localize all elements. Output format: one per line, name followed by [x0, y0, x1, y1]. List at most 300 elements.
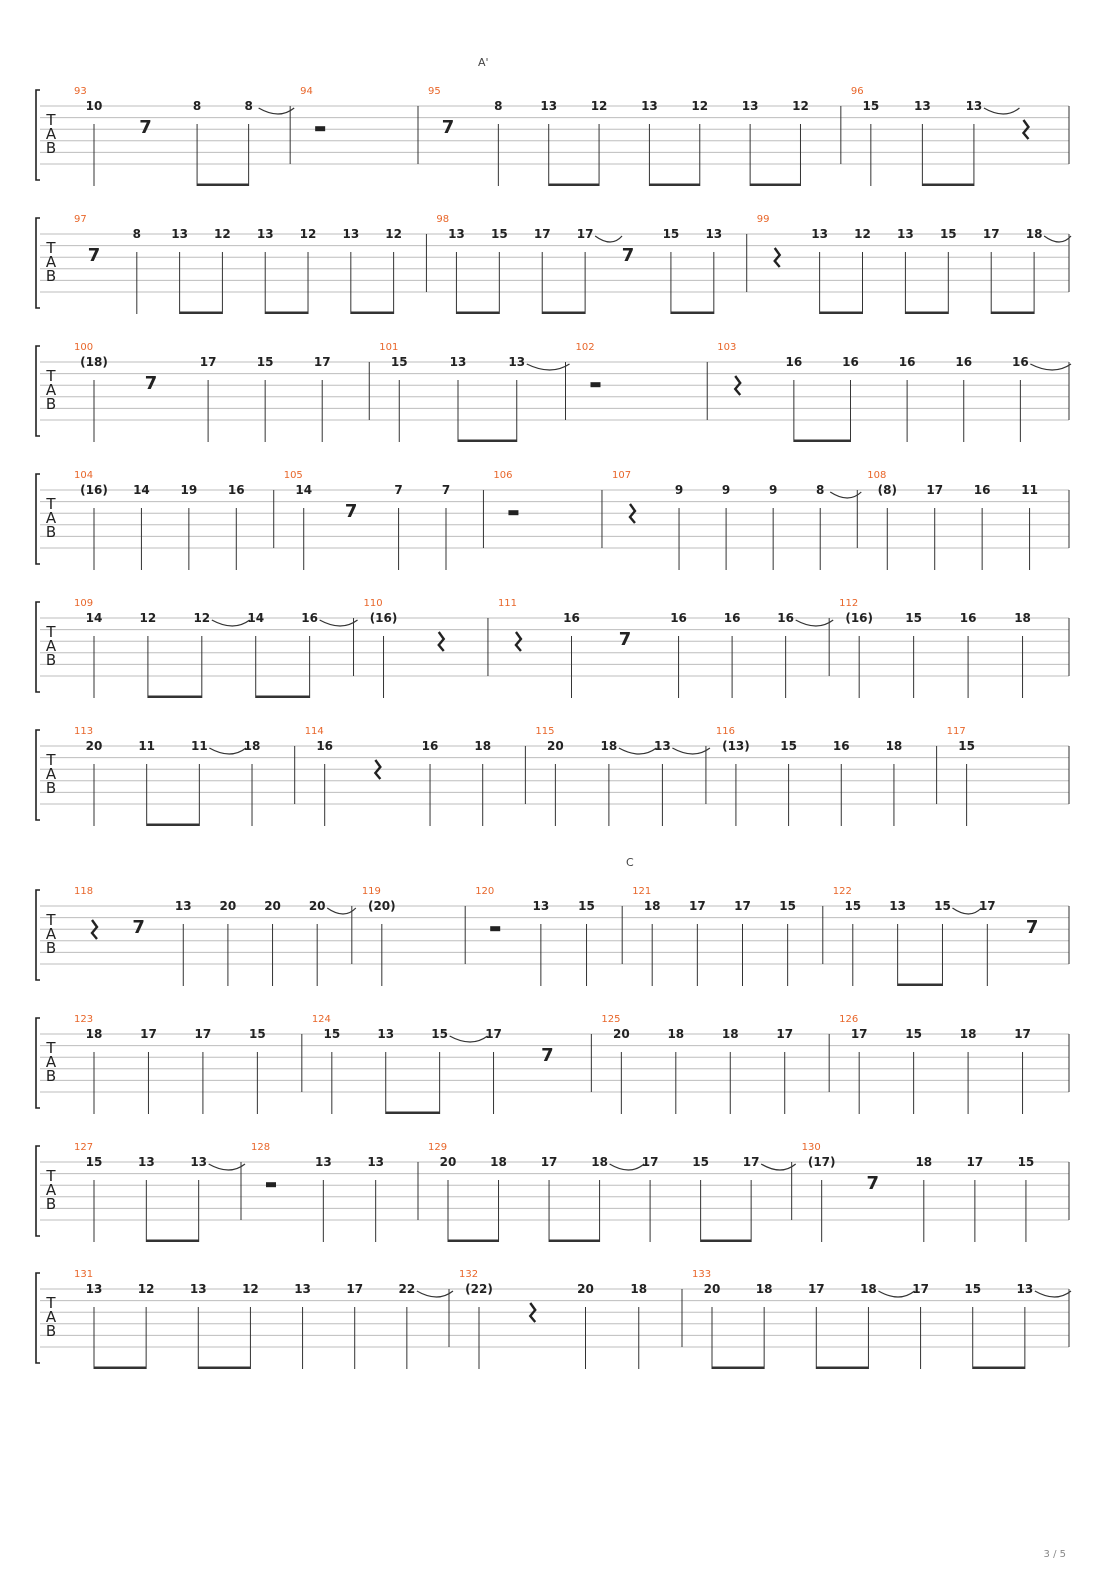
measure-number: 99 — [756, 214, 770, 225]
fret-number: 15 — [958, 739, 975, 753]
tab-clef-letter: B — [45, 395, 57, 413]
fret-number: 15 — [964, 1282, 982, 1296]
measure-number: 107 — [611, 470, 632, 481]
system-bracket — [36, 1146, 40, 1236]
eighth-rest: 7 — [87, 245, 101, 266]
fret-number: 15 — [862, 99, 880, 113]
fret-number: 20 — [308, 899, 326, 913]
fret-number: 13 — [190, 1155, 208, 1169]
fret-number: (16) — [80, 483, 108, 497]
measure-number: 126 — [839, 1014, 859, 1025]
fret-number: 7 — [441, 483, 451, 497]
fret-number: 8 — [816, 483, 825, 497]
note-beam — [816, 1367, 868, 1370]
half-rest — [266, 1182, 276, 1187]
measure-number: 113 — [74, 726, 94, 737]
fret-number: 12 — [792, 99, 809, 113]
fret-number: 14 — [133, 483, 150, 497]
fret-number: (18) — [80, 355, 108, 369]
note-beam — [198, 1367, 250, 1370]
fret-number: 18 — [591, 1155, 608, 1169]
tab-system — [36, 886, 1069, 986]
fret-number: 22 — [398, 1282, 416, 1296]
fret-number: 18 — [85, 1027, 103, 1041]
fret-number: 16 — [898, 355, 916, 369]
fret-number: 14 — [85, 611, 103, 625]
fret-number: 13 — [342, 227, 360, 241]
note-beam — [542, 312, 585, 315]
fret-number: 18 — [667, 1027, 685, 1041]
measure-number: 115 — [535, 726, 555, 737]
fret-number: 18 — [600, 739, 618, 753]
measure-number: 94 — [300, 86, 313, 97]
fret-number: 16 — [301, 611, 318, 625]
tie-arc — [259, 108, 295, 114]
fret-number: 17 — [742, 1155, 760, 1169]
note-beam — [148, 696, 202, 699]
fret-number: 12 — [385, 227, 402, 241]
fret-number: (8) — [877, 483, 897, 497]
fret-number: 12 — [242, 1282, 259, 1296]
system-bracket — [36, 890, 40, 980]
fret-number: 11 — [138, 739, 156, 753]
fret-number: 16 — [227, 483, 245, 497]
measure-number: 128 — [251, 1142, 271, 1153]
fret-number: 15 — [844, 899, 862, 913]
tab-system — [36, 1269, 1071, 1369]
measure-number: 127 — [74, 1142, 94, 1153]
fret-number: 12 — [139, 611, 157, 625]
fret-number: 15 — [323, 1027, 341, 1041]
fret-number: 11 — [1021, 483, 1038, 497]
measure-number: 111 — [497, 598, 518, 609]
system-bracket — [36, 730, 40, 820]
tab-clef-letter: T — [46, 1294, 56, 1312]
note-beam — [448, 1240, 499, 1243]
tab-system — [36, 726, 1069, 826]
sixteenth-rest: 7 — [144, 373, 158, 394]
fret-number: 16 — [955, 355, 973, 369]
fret-number: 13 — [171, 227, 188, 241]
fret-number: 15 — [490, 227, 508, 241]
fret-number: 16 — [670, 611, 687, 625]
fret-number: 11 — [190, 739, 208, 753]
fret-number: 16 — [563, 611, 580, 625]
fret-number: 18 — [474, 739, 492, 753]
tie-arc — [984, 108, 1020, 114]
fret-number: 17 — [140, 1027, 157, 1041]
fret-number: 13 — [189, 1282, 207, 1296]
eighth-rest: 7 — [621, 245, 635, 266]
fret-number: 13 — [377, 1027, 395, 1041]
fret-number: 13 — [448, 227, 465, 241]
fret-number: 10 — [85, 99, 103, 113]
tab-clef-letter: T — [46, 1039, 56, 1057]
fret-number: 15 — [249, 1027, 266, 1041]
fret-number: 17 — [850, 1027, 868, 1041]
fret-number: 15 — [779, 899, 796, 913]
fret-number: 16 — [723, 611, 741, 625]
note-beam — [820, 312, 863, 315]
fret-number: 12 — [299, 227, 317, 241]
tab-clef-letter: B — [45, 1067, 57, 1085]
section-marker-a-prime: A' — [478, 56, 489, 69]
note-beam — [147, 824, 200, 827]
measure-number: 124 — [311, 1014, 331, 1025]
note-beam — [458, 440, 517, 443]
eighth-rest: 7 — [344, 501, 358, 522]
fret-number: 18 — [721, 1027, 739, 1041]
fret-number: 18 — [630, 1282, 648, 1296]
eighth-rest: 7 — [618, 629, 632, 650]
measure-number: 119 — [361, 886, 381, 897]
eighth-rest: 7 — [139, 117, 152, 138]
fret-number: 14 — [295, 483, 313, 497]
tab-system — [36, 1142, 1069, 1242]
tab-clef-letter: T — [46, 911, 56, 929]
tab-clef-letter: B — [45, 779, 57, 797]
note-beam — [351, 312, 394, 315]
fret-number: 8 — [494, 99, 503, 113]
note-beam — [750, 184, 800, 187]
fret-number: 14 — [247, 611, 265, 625]
fret-number: 13 — [811, 227, 828, 241]
fret-number: 17 — [966, 1155, 984, 1169]
fret-number: 12 — [214, 227, 231, 241]
fret-number: 15 — [256, 355, 274, 369]
tie-arc — [527, 364, 570, 370]
fret-number: 13 — [449, 355, 467, 369]
note-beam — [973, 1367, 1025, 1370]
measure-number: 129 — [428, 1142, 448, 1153]
tie-arc — [450, 1036, 488, 1042]
tab-clef-letter: T — [46, 623, 56, 641]
tie-arc — [320, 620, 358, 626]
tab-clef-letter: B — [45, 139, 57, 157]
fret-number: 13 — [889, 899, 906, 913]
fret-number: 12 — [590, 99, 608, 113]
tie-arc — [610, 1164, 645, 1170]
fret-number: 15 — [390, 355, 408, 369]
half-rest — [315, 126, 325, 131]
measure-number: 114 — [304, 726, 324, 737]
fret-number: 13 — [367, 1155, 385, 1169]
fret-number: 18 — [1025, 227, 1043, 241]
fret-number: 13 — [137, 1155, 155, 1169]
fret-number: 13 — [705, 227, 723, 241]
fret-number: 13 — [174, 899, 192, 913]
fret-number: 13 — [314, 1155, 332, 1169]
measure-number: 97 — [74, 214, 87, 225]
eighth-rest: 7 — [132, 917, 145, 938]
fret-number: 13 — [532, 899, 550, 913]
fret-number: 13 — [540, 99, 558, 113]
fret-number: 16 — [959, 611, 977, 625]
system-bracket — [36, 474, 40, 564]
tab-system — [36, 342, 1071, 442]
measure-number: 110 — [363, 598, 383, 609]
tab-clef-letter: B — [45, 1322, 57, 1340]
fret-number: 7 — [394, 483, 403, 497]
tie-arc — [1035, 1291, 1071, 1297]
tie-arc — [672, 748, 710, 754]
note-beam — [922, 184, 974, 187]
fret-number: 18 — [915, 1155, 933, 1169]
fret-number: 15 — [905, 611, 922, 625]
fret-number: 15 — [780, 739, 797, 753]
tab-clef-letter: A — [45, 637, 57, 655]
tie-arc — [209, 748, 246, 754]
fret-number: 20 — [577, 1282, 594, 1296]
fret-number: (13) — [722, 739, 750, 753]
half-rest — [490, 926, 500, 931]
tab-clef-letter: T — [46, 751, 56, 769]
system-bracket — [36, 1273, 40, 1363]
fret-number: 17 — [734, 899, 751, 913]
fret-number: 18 — [959, 1027, 977, 1041]
fret-number: 16 — [1012, 355, 1029, 369]
tab-clef-letter: B — [45, 1195, 57, 1213]
tab-system — [36, 214, 1071, 314]
tie-arc — [209, 1164, 245, 1170]
note-beam — [671, 312, 714, 315]
measure-number: 105 — [283, 470, 303, 481]
fret-number: 18 — [1014, 611, 1031, 625]
fret-number: 17 — [926, 483, 944, 497]
fret-number: 15 — [934, 899, 951, 913]
tab-clef-letter: A — [45, 509, 57, 527]
fret-number: 9 — [768, 483, 778, 497]
fret-number: 16 — [421, 739, 439, 753]
tie-arc — [830, 492, 861, 498]
note-beam — [180, 312, 223, 315]
note-beam — [456, 312, 499, 315]
note-beam — [905, 312, 948, 315]
fret-number: 12 — [193, 611, 211, 625]
fret-number: 17 — [576, 227, 594, 241]
measure-number: 102 — [575, 342, 595, 353]
measure-number: 108 — [867, 470, 887, 481]
fret-number: 17 — [313, 355, 331, 369]
fret-number: 17 — [641, 1155, 659, 1169]
tie-arc — [212, 620, 250, 626]
fret-number: 20 — [703, 1282, 721, 1296]
tie-arc — [619, 748, 657, 754]
tab-clef-letter: B — [45, 939, 57, 957]
fret-number: 12 — [691, 99, 709, 113]
note-beam — [701, 1240, 752, 1243]
measure-number: 103 — [717, 342, 737, 353]
measure-number: 117 — [946, 726, 966, 737]
page-number: 3 / 5 — [1043, 1549, 1066, 1560]
fret-number: 13 — [897, 227, 914, 241]
note-beam — [794, 440, 851, 443]
fret-number: 17 — [485, 1027, 502, 1041]
fret-number: 19 — [180, 483, 198, 497]
fret-number: 18 — [885, 739, 903, 753]
fret-number: 20 — [219, 899, 237, 913]
fret-number: 20 — [547, 739, 564, 753]
note-beam — [549, 1240, 600, 1243]
fret-number: 13 — [85, 1282, 103, 1296]
fret-number: (17) — [807, 1155, 836, 1169]
fret-number: 15 — [431, 1027, 448, 1041]
tie-arc — [417, 1291, 453, 1297]
fret-number: 13 — [256, 227, 274, 241]
eighth-rest: 7 — [866, 1173, 879, 1194]
fret-number: 16 — [973, 483, 991, 497]
note-beam — [265, 312, 308, 315]
measure-number: 100 — [74, 342, 94, 353]
tie-arc — [1030, 364, 1071, 370]
fret-number: 17 — [912, 1282, 929, 1296]
fret-number: 16 — [832, 739, 850, 753]
tie-arc — [1044, 236, 1071, 242]
measure-number: 133 — [692, 1269, 712, 1280]
fret-number: 16 — [785, 355, 803, 369]
measure-number: 131 — [74, 1269, 94, 1280]
fret-number: 15 — [85, 1155, 103, 1169]
fret-number: 18 — [755, 1282, 773, 1296]
measure-number: 101 — [379, 342, 399, 353]
fret-number: 16 — [316, 739, 334, 753]
tab-clef-letter: T — [46, 495, 56, 513]
system-bracket — [36, 218, 40, 308]
note-beam — [256, 696, 310, 699]
fret-number: 17 — [194, 1027, 212, 1041]
fret-number: 18 — [860, 1282, 877, 1296]
measure-number: 123 — [74, 1014, 94, 1025]
fret-number: 13 — [508, 355, 526, 369]
fret-number: 17 — [1014, 1027, 1031, 1041]
system-bracket — [36, 1018, 40, 1108]
fret-number: 17 — [807, 1282, 825, 1296]
note-beam — [94, 1367, 146, 1370]
measure-number: 109 — [74, 598, 94, 609]
system-bracket — [36, 602, 40, 692]
fret-number: 15 — [578, 899, 595, 913]
tab-clef-letter: A — [45, 1181, 57, 1199]
measure-number: 125 — [601, 1014, 621, 1025]
fret-number: 13 — [641, 99, 658, 113]
fret-number: 12 — [854, 227, 871, 241]
fret-number: 15 — [692, 1155, 709, 1169]
measure-number: 98 — [436, 214, 450, 225]
tab-clef-letter: T — [46, 1167, 56, 1185]
measure-number: 122 — [832, 886, 852, 897]
fret-number: 15 — [939, 227, 957, 241]
fret-number: (22) — [465, 1282, 493, 1296]
fret-number: 17 — [540, 1155, 558, 1169]
measure-number: 93 — [74, 86, 87, 97]
system-bracket — [36, 90, 40, 180]
fret-number: 18 — [490, 1155, 507, 1169]
tab-clef-letter: A — [45, 253, 57, 271]
tab-clef-letter: B — [45, 267, 57, 285]
fret-number: 13 — [654, 739, 671, 753]
fret-number: 17 — [688, 899, 706, 913]
fret-number: 13 — [741, 99, 759, 113]
fret-number: 17 — [533, 227, 551, 241]
fret-number: 15 — [662, 227, 680, 241]
tie-arc — [595, 236, 622, 242]
tab-clef-letter: A — [45, 381, 57, 399]
fret-number: 16 — [777, 611, 794, 625]
fret-number: 17 — [978, 899, 996, 913]
tab-clef-letter: A — [45, 1308, 57, 1326]
fret-number: 18 — [643, 899, 661, 913]
tab-clef-letter: B — [45, 651, 57, 669]
fret-number: 15 — [1017, 1155, 1035, 1169]
eighth-rest: 7 — [1025, 917, 1039, 938]
tab-clef-letter: A — [45, 1053, 57, 1071]
tie-arc — [878, 1291, 914, 1297]
fret-number: 20 — [612, 1027, 630, 1041]
fret-number: 20 — [85, 739, 103, 753]
fret-number: 17 — [346, 1282, 364, 1296]
fret-number: 9 — [721, 483, 731, 497]
fret-number: 8 — [192, 99, 202, 113]
fret-number: 20 — [439, 1155, 457, 1169]
fret-number: 8 — [132, 227, 141, 241]
note-beam — [649, 184, 699, 187]
measure-number: 96 — [850, 86, 864, 97]
note-beam — [549, 184, 599, 187]
measure-number: 130 — [801, 1142, 821, 1153]
tab-system — [36, 470, 1069, 570]
measure-number: 95 — [428, 86, 441, 97]
measure-number: 120 — [475, 886, 495, 897]
measure-number: 121 — [632, 886, 652, 897]
measure-number: 106 — [493, 470, 513, 481]
tie-arc — [761, 1164, 796, 1170]
fret-number: 13 — [914, 99, 931, 113]
tab-clef-letter: T — [46, 111, 56, 129]
fret-number: 17 — [199, 355, 217, 369]
fret-number: 16 — [842, 355, 859, 369]
fret-number: 13 — [294, 1282, 311, 1296]
note-beam — [146, 1240, 198, 1243]
fret-number: 17 — [982, 227, 1000, 241]
measure-number: 104 — [74, 470, 94, 481]
tie-arc — [796, 620, 834, 626]
measure-number: 132 — [458, 1269, 479, 1280]
note-beam — [197, 184, 249, 187]
fret-number: 9 — [674, 483, 684, 497]
tab-clef-letter: B — [45, 523, 57, 541]
note-beam — [991, 312, 1034, 315]
tab-clef-letter: A — [45, 925, 57, 943]
measure-number: 116 — [715, 726, 736, 737]
fret-number: 17 — [776, 1027, 794, 1041]
tab-clef-letter: A — [45, 125, 57, 143]
fret-number: (16) — [369, 611, 398, 625]
fret-number: 20 — [264, 899, 281, 913]
half-rest — [508, 510, 518, 515]
fret-number: 8 — [244, 99, 253, 113]
section-marker-c: C — [626, 856, 634, 869]
fret-number: (16) — [845, 611, 874, 625]
tab-system — [36, 86, 1069, 186]
fret-number: 15 — [905, 1027, 922, 1041]
eighth-rest: 7 — [541, 1045, 554, 1066]
fret-number: 13 — [1016, 1282, 1034, 1296]
tab-clef-letter: A — [45, 765, 57, 783]
note-beam — [386, 1112, 440, 1115]
eighth-rest: 7 — [441, 117, 455, 138]
fret-number: 13 — [965, 99, 983, 113]
tie-arc — [952, 908, 981, 914]
